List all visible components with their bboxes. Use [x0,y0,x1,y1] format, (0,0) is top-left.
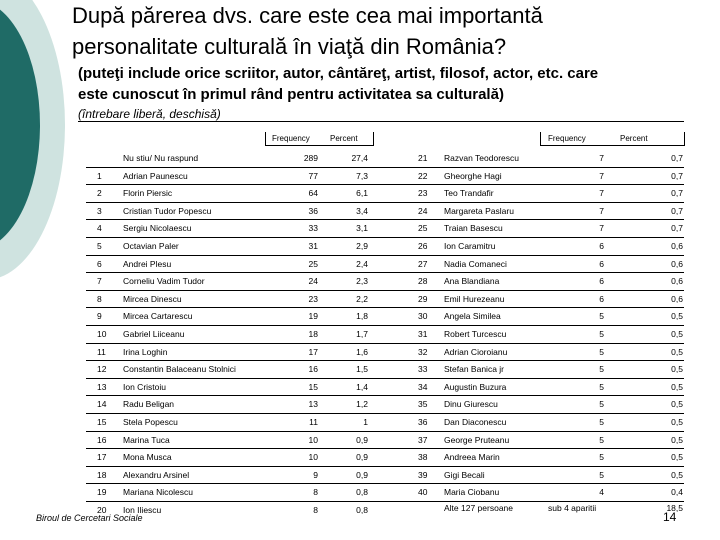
row-number: 31 [418,329,428,339]
frequency-value: 7 [599,188,604,199]
frequency-value: 33 [308,223,318,234]
percent-value: 7,3 [356,170,368,181]
row-number: 25 [418,223,428,234]
subtitle-line-1: (puteţi include orice scriitor, autor, cântăreţ, artist, filosof, actor, etc. care [78,65,599,82]
percent-value: 0,5 [671,329,683,339]
row-separator [86,184,684,185]
percent-value: 0,5 [671,417,683,427]
others-label: Alte 127 persoane [444,503,513,513]
percent-value: 0,7 [671,153,683,163]
frequency-value: 77 [308,170,318,181]
row-number: 23 [418,188,428,199]
row-number: 34 [418,381,428,392]
percent-value: 0,5 [671,346,683,357]
header-vline [265,132,266,146]
person-name: Augustin Buzura [444,381,507,392]
frequency-value: 7 [599,205,604,216]
frequency-value: 8 [313,505,318,515]
frequency-value: 4 [599,487,604,498]
row-separator [86,395,684,396]
frequency-value: 5 [599,364,604,375]
percent-value: 2,4 [356,258,368,269]
frequency-value: 25 [308,258,318,269]
person-name: Adrian Cioroianu [444,346,508,357]
frequency-value: 10 [308,434,318,445]
person-name: Ion Iliescu [123,505,162,515]
frequency-value: 5 [599,417,604,427]
person-name: Cristian Tudor Popescu [123,205,212,216]
frequency-value: 5 [599,399,604,410]
row-separator [86,378,684,379]
row-number: 39 [418,469,428,480]
frequency-value: 10 [308,452,318,463]
title-line-2: personalitate culturală în viaţă din România? [72,34,507,59]
header-vline [540,132,541,146]
header-vline [373,132,374,146]
row-separator [86,255,684,256]
frequency-value: 5 [599,346,604,357]
row-number: 33 [418,364,428,375]
percent-value: 0,5 [671,381,683,392]
person-name: Gabriel Liiceanu [123,329,185,339]
frequency-value: 289 [303,153,318,163]
person-name: Gigi Becali [444,469,485,480]
percent-value: 3,4 [356,205,368,216]
person-name: Radu Beligan [123,399,175,410]
others-frequency: sub 4 aparitii [548,503,597,513]
row-number: 4 [97,223,102,234]
row-number: 12 [97,364,107,375]
row-number: 27 [418,258,428,269]
percent-value: 0,6 [671,276,683,287]
row-number: 16 [97,434,107,445]
person-name: George Pruteanu [444,434,510,445]
percent-value: 1,6 [356,346,368,357]
row-number: 18 [97,469,107,480]
header-vline [684,132,685,146]
row-separator [86,466,684,467]
person-name: Dinu Giurescu [444,399,498,410]
header-percent: Percent [330,134,358,143]
person-name: Ion Cristoiu [123,381,166,392]
person-name: Marina Tuca [123,434,170,445]
row-number: 10 [97,329,107,339]
frequency-value: 5 [599,469,604,480]
row-number: 2 [97,188,102,199]
row-number: 19 [97,487,107,498]
person-name: Stela Popescu [123,417,178,427]
person-name: Mircea Dinescu [123,293,182,304]
person-name: Mircea Cartarescu [123,311,193,322]
row-number: 3 [97,205,102,216]
frequency-value: 24 [308,276,318,287]
percent-value: 2,9 [356,241,368,251]
subtitle-line-2: este cunoscut în primul rând pentru activitatea sa culturală) [78,86,504,103]
row-number: 9 [97,311,102,322]
header-frequency-right: Frequency [548,134,586,143]
person-name: Mariana Nicolescu [123,487,193,498]
person-name: Ana Blandiana [444,276,500,287]
person-name: Irina Loghin [123,346,168,357]
footer-organization: Biroul de Cercetari Sociale [36,513,143,523]
person-name: Robert Turcescu [444,329,507,339]
frequency-value: 6 [599,276,604,287]
header-percent-right: Percent [620,134,648,143]
frequency-value: 5 [599,329,604,339]
person-name: Andreea Marin [444,452,500,463]
row-separator [86,501,684,502]
row-separator [86,167,684,168]
percent-value: 1 [363,417,368,427]
row-number: 40 [418,487,428,498]
frequency-value: 9 [313,469,318,480]
row-number: 15 [97,417,107,427]
frequency-value: 6 [599,293,604,304]
frequency-value: 6 [599,241,604,251]
person-name: Margareta Paslaru [444,205,514,216]
row-separator [86,448,684,449]
frequency-value: 8 [313,487,318,498]
page-number: 14 [663,510,677,524]
row-number: 11 [97,346,106,357]
percent-value: 1,2 [356,399,368,410]
percent-value: 0,7 [671,170,683,181]
percent-value: 0,9 [356,452,368,463]
frequency-value: 7 [599,170,604,181]
header-frequency: Frequency [272,134,310,143]
row-separator [86,325,684,326]
person-name: Mona Musca [123,452,172,463]
frequency-value: 15 [308,381,318,392]
person-name: Nadia Comaneci [444,258,507,269]
row-number: 35 [418,399,428,410]
person-name: Alexandru Arsinel [123,469,190,480]
person-name: Angela Similea [444,311,501,322]
frequency-value: 5 [599,311,604,322]
frequency-value: 11 [309,417,318,427]
percent-value: 0,5 [671,452,683,463]
percent-value: 0,6 [671,241,683,251]
percent-value: 2,2 [356,293,368,304]
row-number: 38 [418,452,428,463]
row-number: 26 [418,241,428,251]
percent-value: 0,4 [671,487,683,498]
person-name: Emil Hurezeanu [444,293,505,304]
percent-value: 0,8 [356,487,368,498]
person-name: Razvan Teodorescu [444,153,519,163]
frequency-value: 19 [308,311,318,322]
row-separator [86,483,684,484]
percent-value: 1,8 [356,311,368,322]
percent-value: 0,8 [356,505,368,515]
percent-value: 0,9 [356,469,368,480]
percent-value: 0,5 [671,364,683,375]
person-name: Traian Basescu [444,223,503,234]
person-name: Octavian Paler [123,241,179,251]
person-name: Corneliu Vadim Tudor [123,276,205,287]
others-percent: 18,5 [666,503,683,513]
row-number: 37 [418,434,428,445]
row-number: 21 [418,153,428,163]
person-name: Maria Ciobanu [444,487,500,498]
person-name: Teo Trandafir [444,188,494,199]
row-number: 30 [418,311,428,322]
person-name: Gheorghe Hagi [444,170,502,181]
row-number: 17 [97,452,107,463]
row-separator [86,343,684,344]
frequency-value: 5 [599,452,604,463]
row-separator [86,272,684,273]
frequency-value: 7 [599,153,604,163]
percent-value: 2,3 [356,276,368,287]
divider [78,121,684,122]
row-number: 36 [418,417,428,427]
frequency-value: 23 [308,293,318,304]
percent-value: 0,7 [671,205,683,216]
percent-value: 27,4 [351,153,368,163]
row-number: 29 [418,293,428,304]
frequency-value: 64 [308,188,318,199]
percent-value: 0,6 [671,258,683,269]
row-number: 20 [97,505,107,515]
question-note: (întrebare liberă, deschisă) [78,107,221,121]
frequency-value: 31 [308,241,318,251]
frequency-value: 16 [308,364,318,375]
person-name: Andrei Plesu [123,258,172,269]
row-number: 7 [97,276,102,287]
percent-value: 0,5 [671,469,683,480]
row-separator [86,219,684,220]
person-name: Florin Piersic [123,188,173,199]
percent-value: 1,4 [356,381,368,392]
row-separator [86,431,684,432]
percent-value: 6,1 [356,188,368,199]
percent-value: 1,5 [356,364,368,375]
frequency-value: 6 [599,258,604,269]
person-name: Stefan Banica jr [444,364,505,375]
percent-value: 0,5 [671,434,683,445]
header-rule-right [540,145,684,146]
row-separator [86,237,684,238]
frequency-value: 5 [599,381,604,392]
row-number: 24 [418,205,428,216]
frequency-value: 36 [308,205,318,216]
row-number: 6 [97,258,102,269]
row-separator [86,290,684,291]
percent-value: 3,1 [356,223,368,234]
percent-value: 1,7 [356,329,368,339]
frequency-value: 7 [599,223,604,234]
row-separator [86,307,684,308]
row-number: 32 [418,346,428,357]
person-name: Nu stiu/ Nu raspund [123,153,199,163]
row-number: 28 [418,276,428,287]
frequency-value: 17 [308,346,318,357]
person-name: Dan Diaconescu [444,417,507,427]
percent-value: 0,9 [356,434,368,445]
frequency-value: 18 [308,329,318,339]
row-number: 8 [97,293,102,304]
percent-value: 0,5 [671,399,683,410]
row-separator [86,202,684,203]
percent-value: 0,5 [671,311,683,322]
row-number: 13 [97,381,107,392]
row-number: 14 [97,399,107,410]
title-line-1: După părerea dvs. care este cea mai importantă [72,3,543,28]
person-name: Adrian Paunescu [123,170,188,181]
row-separator [86,360,684,361]
percent-value: 0,7 [671,223,683,234]
frequency-value: 5 [599,434,604,445]
person-name: Sergiu Nicolaescu [123,223,192,234]
row-number: 22 [418,170,428,181]
percent-value: 0,7 [671,188,683,199]
frequency-value: 13 [308,399,318,410]
person-name: Constantin Balaceanu Stolnici [123,364,236,375]
header-rule-left [265,145,373,146]
percent-value: 0,6 [671,293,683,304]
row-separator [86,413,684,414]
row-number: 5 [97,241,102,251]
person-name: Ion Caramitru [444,241,496,251]
row-number: 1 [97,170,102,181]
